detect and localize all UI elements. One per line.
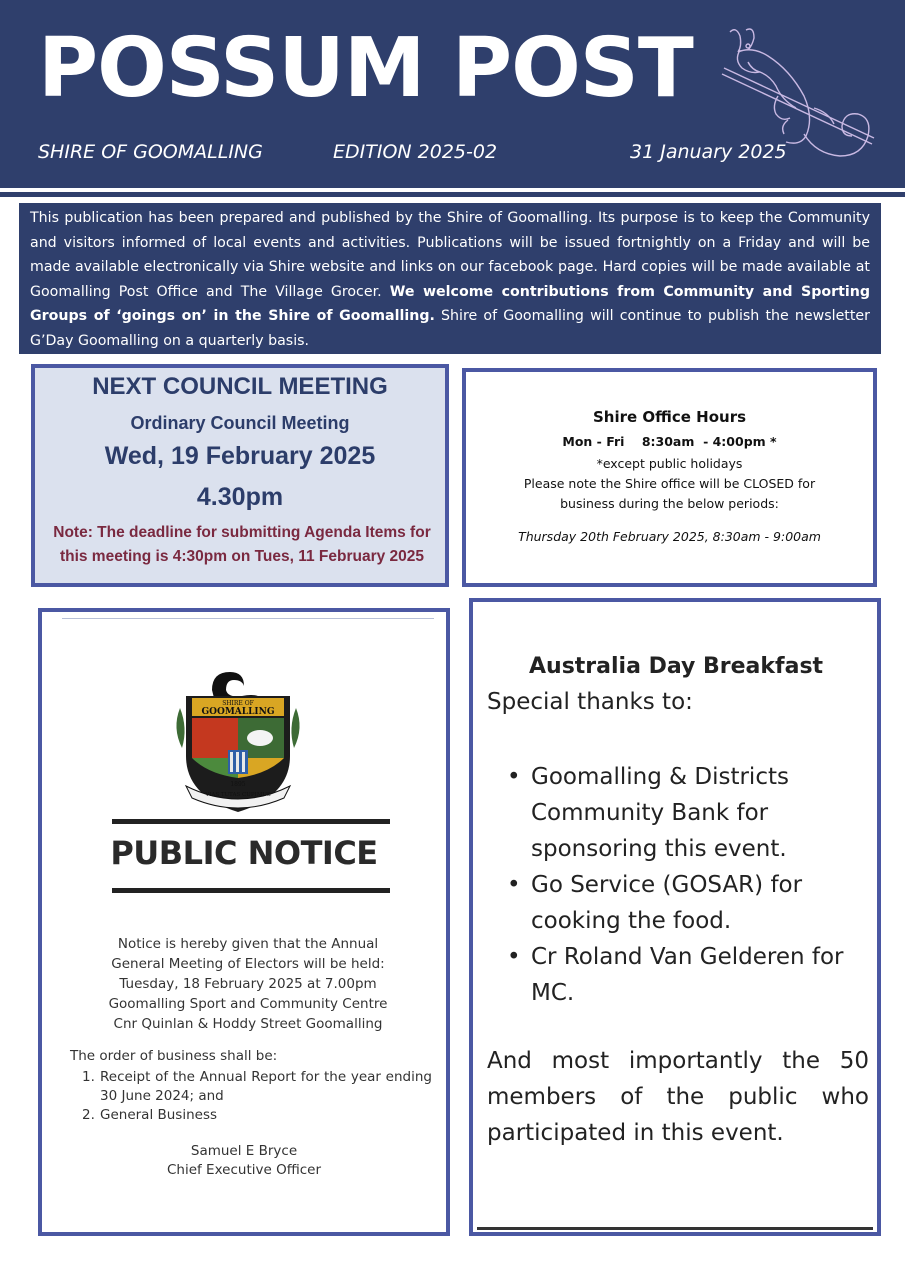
notice-body-line: Goomalling Sport and Community Centre [108, 996, 388, 1012]
office-hours-box [462, 368, 877, 587]
office-closure-period: Thursday 20th February 2025, 8:30am - 9:00am [518, 529, 821, 544]
council-meeting-box [31, 364, 449, 587]
crest-year: 1895 [230, 781, 246, 788]
edition-number: EDITION 2025-02 [333, 141, 498, 163]
thanks-list [503, 759, 863, 1011]
breakfast-subheading: Special thanks to: [487, 689, 693, 715]
breakfast-closing: And most importantly the 50 members of the public who participated in this event. [487, 1048, 869, 1146]
masthead [0, 0, 905, 188]
office-note-holidays: *except public holidays [596, 456, 743, 471]
breakfast-heading: Australia Day Breakfast [529, 654, 824, 679]
possum-icon [718, 24, 883, 169]
shire-crest-icon [172, 668, 304, 818]
notice-order-intro: The order of business shall be: [70, 1048, 278, 1064]
intro-text-2: Shire of Goomalling will continue to publish the newsletter G’Day Goomalling on a quarterly basis. [30, 308, 870, 349]
office-note-closed: Please note the Shire office will be CLOSED for [523, 476, 816, 491]
crest-text-goomalling: GOOMALLING [201, 707, 275, 717]
list-item: • Cr Roland Van Gelderen for MC. [503, 939, 863, 1011]
shire-name: SHIRE OF GOOMALLING [38, 141, 263, 163]
list-item-text: General Business [100, 1107, 218, 1123]
public-notice-box [38, 608, 450, 1236]
australia-day-box [469, 598, 881, 1236]
council-note: Note: The deadline for submitting Agenda Items for this meeting is 4:30pm on Tues, 11 February 2025 [53, 524, 431, 565]
notice-title: PUBLIC NOTICE [110, 834, 378, 872]
notice-body-line: Cnr Quinlan & Hoddy Street Goomalling [113, 1016, 383, 1032]
intro-bold-text: We welcome contributions from Community and Sporting Groups of ‘goings on’ in the Shire of Goomalling. [30, 283, 870, 324]
list-item [82, 1068, 432, 1106]
publication-date: 31 January 2025 [630, 141, 787, 163]
office-note-periods: business during the below periods: [560, 496, 779, 511]
notice-title-rule-top [112, 819, 390, 824]
notice-body-line: Tuesday, 18 February 2025 at 7.00pm [119, 976, 377, 992]
intro-text-1: This publication has been prepared and published by the Shire of Goomalling. Its purpose is to keep the Community and visitors informed of local events and activities. Publications will be issued fortnightly on a Friday and will be made available electronically via Shire website and links on our facebook page. Hard copies will be made available at Goomalling Post Office and The Village Grocer. [30, 210, 870, 300]
council-date: Wed, 19 February 2025 [104, 442, 376, 470]
notice-body-line: Notice is hereby given that the Annual [117, 936, 379, 952]
list-item: • Go Service (GOSAR) for cooking the food. [503, 867, 863, 939]
notice-title-rule-bottom [112, 888, 390, 893]
list-item-number: 2. [82, 1107, 95, 1123]
office-heading: Shire Office Hours [592, 408, 747, 426]
crest-motto: VIAS TUTAS CUPIMUS [205, 792, 271, 798]
council-time: 4.30pm [196, 483, 284, 511]
list-item [82, 1106, 432, 1125]
notice-order-list [82, 1068, 432, 1125]
notice-signature [42, 1142, 446, 1180]
office-hours: Mon - Fri 8:30am - 4:00pm * [562, 434, 777, 449]
notice-body [62, 934, 434, 1034]
notice-body-line: General Meeting of Electors will be held: [111, 956, 385, 972]
signatory-name: Samuel E Bryce [190, 1143, 298, 1159]
intro-paragraph [19, 203, 881, 354]
list-item-text: Receipt of the Annual Report for the year ending 30 June 2024; and [100, 1069, 432, 1104]
header-divider-line [0, 192, 905, 197]
newsletter-title: POSSUM POST [38, 21, 693, 116]
box-bottom-rule [477, 1227, 873, 1230]
crest-text-shire: SHIRE OF [222, 700, 254, 707]
list-item-number: 1. [82, 1069, 95, 1085]
council-heading: NEXT COUNCIL MEETING [92, 373, 388, 400]
notice-top-rule [62, 618, 434, 619]
signatory-title: Chief Executive Officer [166, 1162, 322, 1178]
council-subheading: Ordinary Council Meeting [130, 413, 350, 433]
list-item: • Goomalling & Districts Community Bank for sponsoring this event. [503, 759, 863, 867]
